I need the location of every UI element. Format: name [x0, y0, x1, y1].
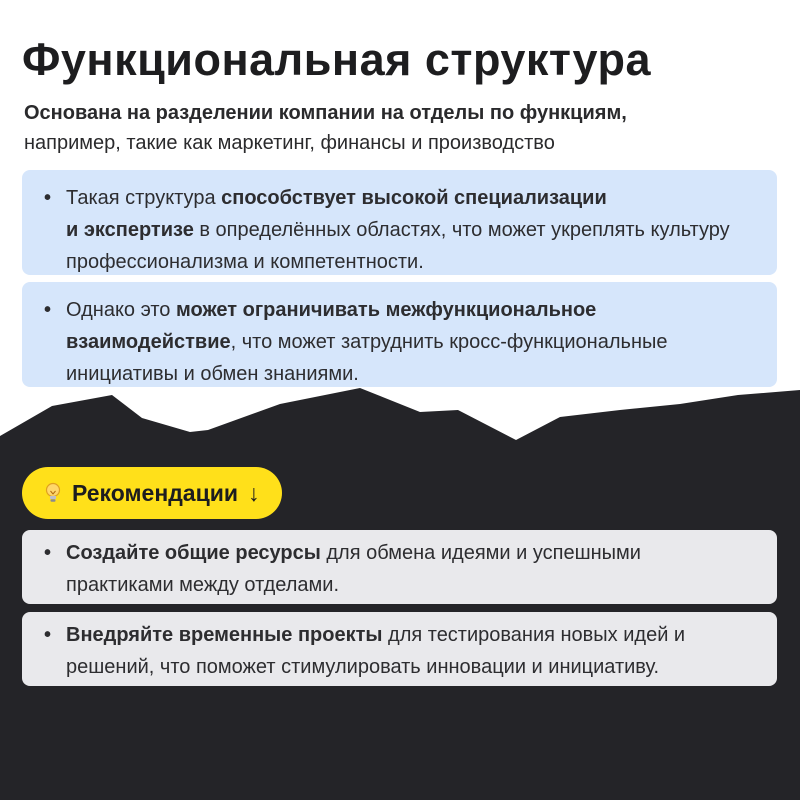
bullet-icon: • [44, 624, 52, 646]
subtitle-rest: например, такие как маркетинг, финансы и производство [24, 132, 555, 154]
recommendation-item [22, 612, 777, 686]
card-bold: способствует высокой специализации [221, 187, 607, 209]
card-bold: может ограничивать межфункциональное [176, 299, 597, 321]
recommendation-item [22, 530, 777, 604]
card-text: , что может затруднить кросс-функциональные инициативы и обмен знаниями. [66, 331, 668, 385]
card-text: Однако это [66, 299, 176, 321]
card-text: в определённых областях, что может укреплять культуру профессионализма и компетентности. [66, 219, 730, 273]
recommendation-text: для тестирования новых идей и решений, что поможет стимулировать инновации и инициативу. [66, 624, 686, 678]
bullet-icon: • [44, 187, 52, 209]
arrow-down-icon: ↓ [248, 479, 260, 506]
recommendations-label: Рекомендации [72, 479, 239, 506]
recommendations-badge [22, 467, 282, 519]
card-text: Такая структура [66, 187, 222, 209]
bullet-icon: • [44, 542, 52, 564]
card-bold: взаимодействие [66, 331, 231, 353]
page-subtitle [24, 98, 784, 158]
info-card-specialization [22, 170, 777, 275]
lightbulb-icon [44, 482, 62, 504]
recommendation-bold: Внедряйте временные проекты [66, 624, 383, 646]
info-card-limitation [22, 282, 777, 387]
card-bold: и экспертизе [66, 219, 194, 241]
recommendation-text: для обмена идеями и успешными практиками между отделами. [66, 542, 641, 596]
page-title: Функциональная структура [22, 34, 651, 85]
bullet-icon: • [44, 299, 52, 321]
recommendation-bold: Создайте общие ресурсы [66, 542, 321, 564]
subtitle-bold: Основана на разделении компании на отделы по функциям, [24, 102, 627, 124]
